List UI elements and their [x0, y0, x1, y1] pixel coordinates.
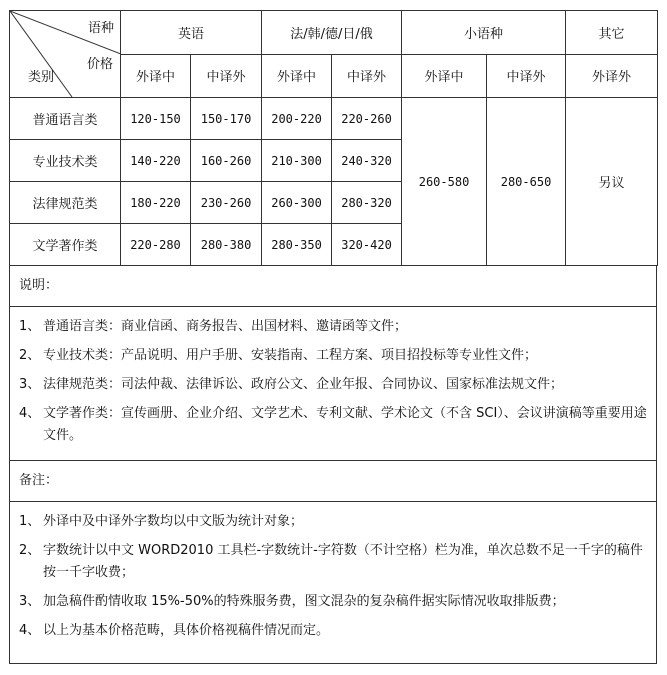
list-item-index: 1、: [19, 514, 41, 529]
remarks-section: [9, 460, 657, 664]
list-item-text: 字数统计以中文 WORD2010 工具栏-字数统计-字符数（不计空格）栏为准，单次总数不足一千字的稿件按一千字收费；: [43, 543, 643, 580]
list-item-text: 加急稿件酌情收取 15%-50%的特殊服务费，图文混杂的复杂稿件据实际情况收取排版费；: [43, 594, 565, 609]
notes-title: 说明：: [10, 265, 656, 306]
subheader-cell: 外译中: [262, 54, 332, 98]
price-cell: 210-300: [262, 140, 332, 182]
price-cell: 160-260: [191, 140, 262, 182]
minor-lang-to-chinese-cell: 260-580: [402, 98, 487, 266]
other-price-cell: 另议: [566, 98, 658, 266]
list-item-text: 普通语言类：商业信函、商务报告、出国材料、邀请函等文件；: [43, 319, 408, 334]
subheader-cell: 外译中: [402, 54, 487, 98]
category-cell: 文学著作类: [10, 224, 121, 266]
price-cell: 280-350: [262, 224, 332, 266]
price-cell: 260-300: [262, 182, 332, 224]
category-cell: 普通语言类: [10, 98, 121, 140]
price-cell: 240-320: [332, 140, 402, 182]
price-cell: 220-280: [121, 224, 191, 266]
corner-label-category: 类别: [28, 70, 55, 85]
corner-header-cell: [10, 11, 121, 98]
category-cell: 法律规范类: [10, 182, 121, 224]
remarks-title: 备注：: [10, 460, 656, 501]
list-item-index: 3、: [19, 377, 41, 392]
list-item-index: 3、: [19, 594, 41, 609]
list-item-text: 外译中及中译外字数均以中文版为统计对象；: [43, 514, 304, 529]
subheader-cell: 外译中: [121, 54, 191, 98]
price-cell: 230-260: [191, 182, 262, 224]
category-cell: 专业技术类: [10, 140, 121, 182]
list-item: [19, 374, 648, 396]
list-item-index: 4、: [19, 406, 41, 421]
corner-label-language: 语种: [88, 21, 115, 36]
list-item: [19, 620, 648, 642]
price-cell: 140-220: [121, 140, 191, 182]
notes-section: [9, 265, 657, 461]
price-table: [9, 10, 658, 266]
list-item-text: 专业技术类：产品说明、用户手册、安装指南、工程方案、项目招投标等专业性文件；: [43, 348, 538, 363]
header-other: 其它: [566, 11, 658, 55]
header-english: 英语: [121, 11, 262, 55]
list-item: [19, 540, 648, 584]
header-fr-kr-de-jp-ru: 法/韩/德/日/俄: [262, 11, 402, 55]
price-cell: 120-150: [121, 98, 191, 140]
list-item: [19, 316, 648, 338]
list-item: [19, 591, 648, 613]
price-cell: 180-220: [121, 182, 191, 224]
table-row: [10, 98, 658, 140]
list-item-text: 法律规范类：司法仲裁、法律诉讼、政府公文、企业年报、合同协议、国家标准法规文件；: [43, 377, 564, 392]
minor-lang-from-chinese-cell: 280-650: [487, 98, 566, 266]
price-cell: 280-380: [191, 224, 262, 266]
notes-list: [10, 306, 656, 461]
list-item: [19, 345, 648, 367]
list-item-index: 1、: [19, 319, 41, 334]
list-item: [19, 403, 648, 447]
list-item: [19, 511, 648, 533]
price-cell: 200-220: [262, 98, 332, 140]
subheader-cell: 中译外: [487, 54, 566, 98]
price-cell: 320-420: [332, 224, 402, 266]
price-cell: 220-260: [332, 98, 402, 140]
remarks-list: [10, 501, 656, 642]
corner-label-price: 价格: [87, 57, 114, 72]
list-item-text: 文学著作类：宣传画册、企业介绍、文学艺术、专利文献、学术论文（不含 SCI）、会议讲演稿等重要用途文件。: [43, 406, 647, 443]
price-cell: 150-170: [191, 98, 262, 140]
list-item-index: 2、: [19, 543, 41, 558]
subheader-cell: 中译外: [332, 54, 402, 98]
list-item-index: 4、: [19, 623, 41, 638]
list-item-text: 以上为基本价格范畴，具体价格视稿件情况而定。: [43, 623, 330, 638]
subheader-cell: 外译外: [566, 54, 658, 98]
subheader-cell: 中译外: [191, 54, 262, 98]
list-item-index: 2、: [19, 348, 41, 363]
header-minor-languages: 小语种: [402, 11, 566, 55]
price-cell: 280-320: [332, 182, 402, 224]
